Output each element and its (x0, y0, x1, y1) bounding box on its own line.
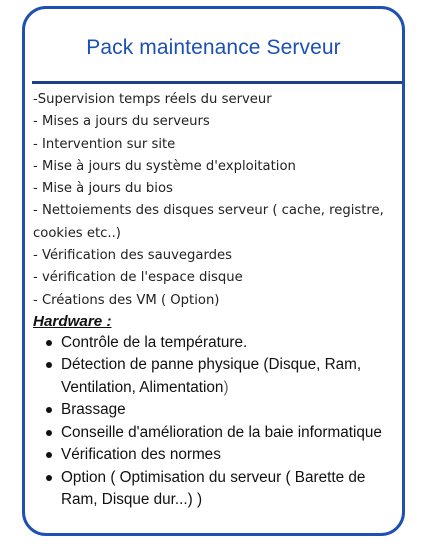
list-item (61, 422, 401, 445)
hardware-heading: Hardware : (33, 312, 112, 330)
bullet-icon (46, 430, 52, 436)
list-item (61, 399, 401, 422)
list-item: - Intervention sur site (33, 136, 176, 152)
list-item (61, 332, 401, 355)
list-item: - Créations des VM ( Option) (33, 292, 220, 308)
hardware-item-text: Option ( Optimisation du serveur ( Barette de Ram, Disque dur...) ) (61, 468, 366, 509)
hardware-item-tail: ) (223, 378, 229, 396)
list-item: - Vérification des sauvegardes (33, 248, 233, 264)
maintenance-pack-card (22, 6, 405, 536)
bullet-icon (46, 475, 52, 481)
bullet-icon (46, 340, 52, 346)
bullet-icon (46, 362, 52, 368)
title-divider (32, 81, 402, 84)
card-title: Pack maintenance Serveur (86, 36, 341, 59)
hardware-item-text: Détection de panne physique (Disque, Ram, Ventilation, Alimentation (61, 356, 362, 396)
hardware-item-text: Conseille d'amélioration de la baie informatique (61, 423, 382, 441)
hardware-item-text: Vérification des normes (61, 446, 221, 464)
hardware-item-text: Contrôle de la température. (61, 333, 248, 351)
list-item: - Mise à jours du bios (33, 181, 173, 197)
list-item: - Nettoiements des disques serveur ( cache, registre, cookies etc..) (33, 203, 384, 241)
list-item (61, 444, 401, 467)
list-item (61, 467, 401, 512)
bullet-icon (46, 407, 52, 413)
list-item: -Supervision temps réels du serveur (33, 92, 272, 107)
list-item: - Mise à jours du système d'exploitation (33, 158, 296, 174)
card-content (33, 89, 401, 512)
list-item: - Mises a jours du serveurs (33, 114, 210, 130)
bullet-icon (46, 452, 52, 458)
service-list (33, 89, 401, 312)
hardware-list (33, 332, 401, 512)
list-item (61, 354, 401, 399)
list-item: - vérification de l'espace disque (33, 270, 243, 286)
hardware-item-text: Brassage (61, 401, 126, 419)
